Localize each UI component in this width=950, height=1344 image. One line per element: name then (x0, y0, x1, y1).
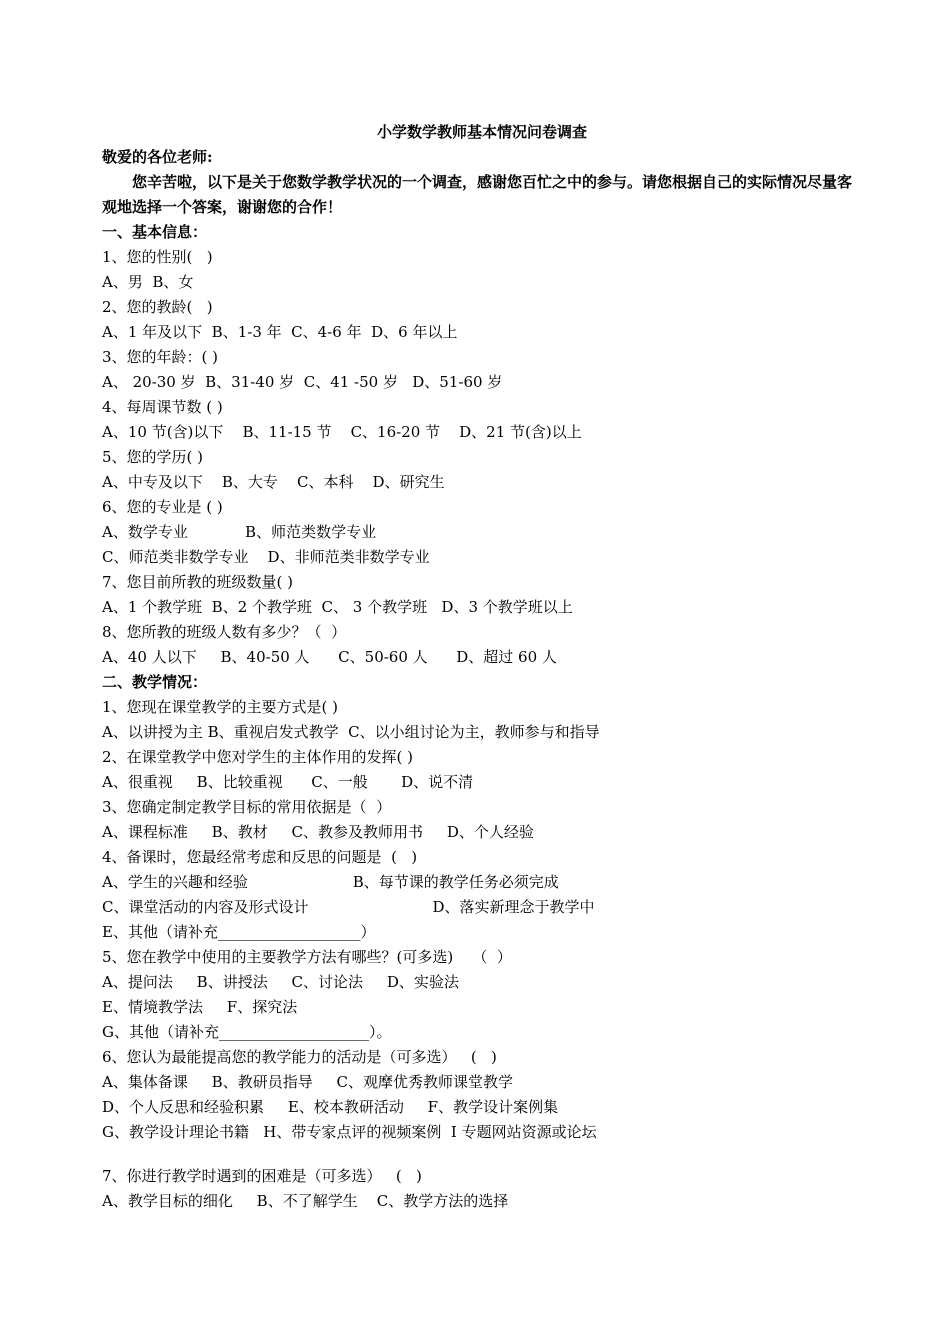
option-line: A、1 年及以下 B、1-3 年 C、4-6 年 D、6 年以上 (102, 323, 458, 341)
question-line: 5、您的学历( ) (102, 448, 204, 466)
option-line: A、数学专业 B、师范类数学专业 (102, 523, 377, 541)
question-line: 1、您的性别( ) (102, 248, 213, 266)
option-line: G、其他（请补充____________________）。 (102, 1023, 392, 1041)
option-line: A、课程标准 B、教材 C、教参及教师用书 D、个人经验 (102, 823, 534, 841)
section-heading-teaching: 二、教学情况： (102, 673, 208, 691)
question-line: 4、备课时，您最经常考虑和反思的问题是 ( ) (102, 848, 418, 866)
question-line: 7、您目前所教的班级数量( ) (102, 573, 294, 591)
question-line: 6、您认为最能提高您的教学能力的活动是（可多选） ( ) (102, 1048, 497, 1066)
question-line: 1、您现在课堂教学的主要方式是( ) (102, 698, 339, 716)
question-line: 2、在课堂教学中您对学生的主体作用的发挥( ) (102, 748, 414, 766)
option-line: A、以讲授为主 B、重视启发式教学 C、以小组讨论为主，教师参与和指导 (102, 723, 600, 741)
blank-spacer (102, 1145, 862, 1164)
question-line: 6、您的专业是 ( ) (102, 498, 223, 516)
question-line: 3、您的年龄：( ) (102, 348, 219, 366)
section-teaching (102, 695, 862, 1214)
question-line: 2、您的教龄( ) (102, 298, 213, 316)
intro-paragraph: 您辛苦啦，以下是关于您数学教学状况的一个调查，感谢您百忙之中的参与。请您根据自己的实际情况尽量客观地选择一个答案，谢谢您的合作！ (102, 173, 853, 216)
option-line: A、学生的兴趣和经验 B、每节课的教学任务必须完成 (102, 873, 559, 891)
document-page (102, 120, 862, 1214)
option-line: A、集体备课 B、教研员指导 C、观摩优秀教师课堂教学 (102, 1073, 514, 1091)
option-line: A、 20-30 岁 B、31-40 岁 C、41 -50 岁 D、51-60 岁 (102, 373, 503, 391)
option-line: A、40 人以下 B、40-50 人 C、50-60 人 D、超过 60 人 (102, 648, 557, 666)
option-line: A、1 个教学班 B、2 个教学班 C、 3 个教学班 D、3 个教学班以上 (102, 598, 573, 616)
option-line: A、10 节(含)以下 B、11-15 节 C、16-20 节 D、21 节(含)以上 (102, 423, 582, 441)
section-heading-basic-info: 一、基本信息： (102, 223, 208, 241)
option-line: D、个人反思和经验积累 E、校本教研活动 F、教学设计案例集 (102, 1098, 559, 1116)
question-line: 7、你进行教学时遇到的困难是（可多选） ( ) (102, 1167, 422, 1185)
option-line: G、教学设计理论书籍 H、带专家点评的视频案例 I 专题网站资源或论坛 (102, 1123, 597, 1141)
option-line: C、师范类非数学专业 D、非师范类非数学专业 (102, 548, 430, 566)
question-line: 3、您确定制定教学目标的常用依据是（ ） (102, 798, 392, 816)
question-line: 4、每周课节数 ( ) (102, 398, 223, 416)
option-line: A、提问法 B、讲授法 C、讨论法 D、实验法 (102, 973, 459, 991)
option-line: A、中专及以下 B、大专 C、本科 D、研究生 (102, 473, 445, 491)
greeting: 敬爱的各位老师: (102, 148, 213, 166)
option-line: A、男 B、女 (102, 273, 194, 291)
option-line: C、课堂活动的内容及形式设计 D、落实新理念于教学中 (102, 898, 595, 916)
option-line: E、其他（请补充___________________） (102, 923, 376, 941)
document-title: 小学数学教师基本情况问卷调查 (376, 123, 587, 141)
option-line: A、教学目标的细化 B、不了解学生 C、教学方法的选择 (102, 1192, 509, 1210)
section-basic-info (102, 245, 862, 670)
question-line: 8、您所教的班级人数有多少？（ ） (102, 623, 347, 641)
option-line: E、情境教学法 F、探究法 (102, 998, 298, 1016)
question-line: 5、您在教学中使用的主要教学方法有哪些？(可多选) （ ） (102, 948, 512, 966)
option-line: A、很重视 B、比较重视 C、一般 D、说不清 (102, 773, 474, 791)
